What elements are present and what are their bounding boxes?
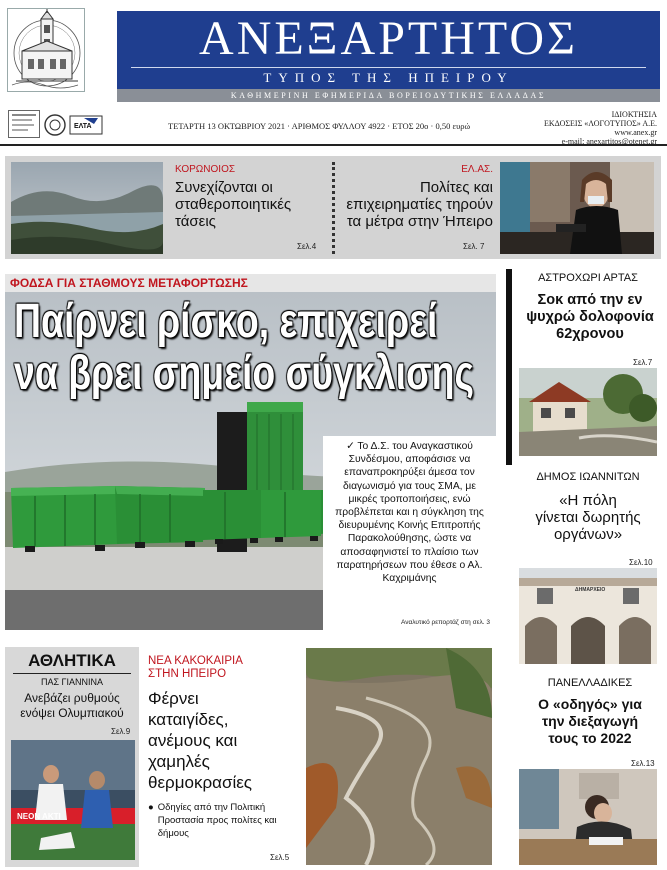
title-rule <box>131 67 646 68</box>
headline-line: Συνεχίζονται οι <box>175 179 273 196</box>
title-band <box>117 11 660 89</box>
headline-line: Ο «οδηγός» για <box>538 696 642 712</box>
right-headline[interactable] <box>513 492 663 543</box>
headline-line: χαμηλές <box>148 752 210 771</box>
teaser-strip <box>5 156 661 259</box>
sports-headline[interactable] <box>5 691 139 721</box>
sponsor-text: NEON AKTI <box>17 812 61 821</box>
main-page-ref: Αναλυτικό ρεπορτάζ στη σελ. 3 <box>401 619 490 626</box>
sports-box <box>5 647 139 867</box>
owner-block <box>477 110 657 146</box>
building-sign: ΔΗΜΑΡΧΕΙΟ <box>575 587 606 593</box>
main-body: ✓ Το Δ.Σ. του Αναγκαστικού Συνδέσμου, αποφάσισε να επαναπροκηρύξει άμεσα τον διαγωνισμό για τους ΣΜΑ, με μικρές τροποποιήσεις, ενώ προβλέπεται και η σύγκληση της διευρυμένης Κοινής Επιτροπής Παρακολούθησης, ώστε να αποσαφηνιστεί το πλαίσιο των παρατηρήσεων που έθεσε ο Αλ. Καχριμάνης <box>335 441 484 585</box>
teaser-headline[interactable] <box>337 179 493 230</box>
headline-line: σταθεροποιητικές <box>175 196 292 213</box>
headline-line: «Η πόλη <box>559 492 617 509</box>
elta-label: ΕΛΤΑ <box>74 123 92 130</box>
house-photo <box>519 368 657 456</box>
headline-line: τους το 2022 <box>548 730 632 746</box>
right-column <box>503 266 661 866</box>
headline-line: Πολίτες και <box>419 179 493 196</box>
page-ref: Σελ.9 <box>111 727 131 736</box>
issue-line: ΤΕΤΑΡΤΗ 13 ΟΚΤΩΒΡΙΟΥ 2021 · ΑΡΙΘΜΟΣ ΦΥΛΛΟΥ 4922 · ΕΤΟΣ 20ο · 0,50 ευρώ <box>168 121 471 131</box>
page-ref: Σελ. 7 <box>463 242 485 251</box>
info-row <box>0 106 667 146</box>
sports-rule <box>13 673 131 674</box>
sports-title: ΑΘΛΗΤΙΚΑ <box>28 651 116 670</box>
teaser-kicker: ΕΛ.ΑΣ. <box>461 164 493 175</box>
main-headline[interactable] <box>14 295 474 400</box>
shop-photo-image <box>500 162 654 254</box>
headline-line: Ανεβάζει ρυθμούς <box>24 691 120 705</box>
lake-photo-image <box>11 162 163 254</box>
town-hall-photo-image <box>519 568 657 664</box>
weather-bullet <box>148 801 303 840</box>
bullet-icon: ● <box>148 802 154 813</box>
headline-line: επιχειρηματίες τηρούν <box>346 196 493 213</box>
headline-line: τα μέτρα στην Ήπειρο <box>346 213 493 230</box>
church-logo-icon <box>8 9 85 92</box>
headline-line: τάσεις <box>175 213 216 230</box>
certification-lines-icon <box>10 112 38 136</box>
headline-line: γίνεται δωρητής <box>535 509 641 526</box>
teaser-divider <box>332 162 335 254</box>
right-kicker: ΠΑΝΕΛΛΑΔΙΚΕΣ <box>547 677 633 689</box>
certification-box <box>8 110 40 138</box>
headline-line: Σοκ από την εν <box>537 292 643 308</box>
right-headline[interactable] <box>515 696 665 747</box>
owner-name: ΕΚΔΟΣΕΙΣ «ΛΟΓΟΤΥΠΟΣ» Α.Ε. <box>543 119 657 128</box>
page-ref: Σελ.4 <box>297 242 317 251</box>
right-headline[interactable] <box>515 292 665 343</box>
exam-photo-image <box>519 769 657 865</box>
page-ref: Σελ.7 <box>633 358 653 367</box>
masthead <box>0 0 667 110</box>
main-headline-line: Παίρνει ρίσκο, επιχειρεί <box>14 295 438 348</box>
sports-kicker: ΠΑΣ ΓΙΑΝΝΙΝΑ <box>40 677 104 687</box>
owner-label: ΙΔΙΟΚΤΗΣΙΑ <box>611 110 657 119</box>
headline-line: ανέμους και <box>148 731 238 750</box>
lake-photo <box>11 162 163 254</box>
website-link[interactable]: www.anex.gr <box>614 128 657 137</box>
email-link[interactable]: e-mail: anexartitos@otenet.gr <box>561 137 657 146</box>
headline-line: ενόψει Ολυμπιακού <box>20 706 124 720</box>
headline-line: καταιγίδες, <box>148 710 229 729</box>
mountain-road-photo <box>306 648 492 865</box>
main-kicker: ΦΟΔΣΑ ΓΙΑ ΣΤΑΘΜΟΥΣ ΜΕΤΑΦΟΡΤΩΣΗΣ <box>10 276 248 290</box>
football-photo <box>11 740 135 860</box>
tagline-band: ΚΑΘΗΜΕΡΙΝΗ ΕΦΗΜΕΡΙΔΑ ΒΟΡΕΙΟΔΥΤΙΚΗΣ ΕΛΛΑΔΑΣ <box>117 89 660 102</box>
page-ref: Σελ.5 <box>270 853 290 862</box>
town-hall-photo <box>519 568 657 664</box>
exam-photo <box>519 769 657 865</box>
house-photo-image <box>519 368 657 456</box>
elta-logo <box>44 112 104 138</box>
headline-line: θερμοκρασίες <box>148 773 252 792</box>
headline-line: 62χρονου <box>556 326 624 342</box>
teaser-headline[interactable] <box>175 179 325 230</box>
weather-kicker <box>148 655 303 681</box>
paper-title: ΑΝΕΞΑΡΤΗΤΟΣ <box>199 12 578 65</box>
kicker-line: ΝΕΑ ΚΑΚΟΚΑΙΡΙΑ <box>148 655 243 667</box>
headline-line: οργάνων» <box>553 526 623 543</box>
page-ref: Σελ.10 <box>629 558 653 567</box>
mountain-road-photo-image <box>306 648 492 865</box>
page-ref: Σελ.13 <box>631 759 655 768</box>
teaser-kicker: ΚΟΡΩΝΟΙΟΣ <box>175 164 236 175</box>
headline-line: την διεξαγωγή <box>541 713 639 729</box>
bullet-text: Οδηγίες από την Πολιτική Προστασία προς πολίτες και δήμους <box>157 802 277 839</box>
right-kicker: ΔΗΜΟΣ ΙΩΑΝΝΙΤΩΝ <box>536 471 640 483</box>
kicker-line: ΣΤΗΝ ΗΠΕΙΡΟ <box>148 668 227 680</box>
main-headline-line: να βρει σημείο σύγκλισης <box>14 347 474 400</box>
headline-line: ψυχρώ δολοφονία <box>526 309 654 325</box>
headline-line: Φέρνει <box>148 689 199 708</box>
right-kicker: ΑΣΤΡΟΧΩΡΙ ΑΡΤΑΣ <box>538 272 638 284</box>
church-logo <box>7 8 85 92</box>
main-text-box <box>323 436 496 630</box>
shop-photo <box>500 162 654 254</box>
paper-subtitle: ΤΥΠΟΣ ΤΗΣ ΗΠΕΙΡΟΥ <box>263 70 514 85</box>
weather-headline[interactable] <box>148 688 303 793</box>
weather-block <box>148 655 303 865</box>
football-photo-image <box>11 740 135 860</box>
